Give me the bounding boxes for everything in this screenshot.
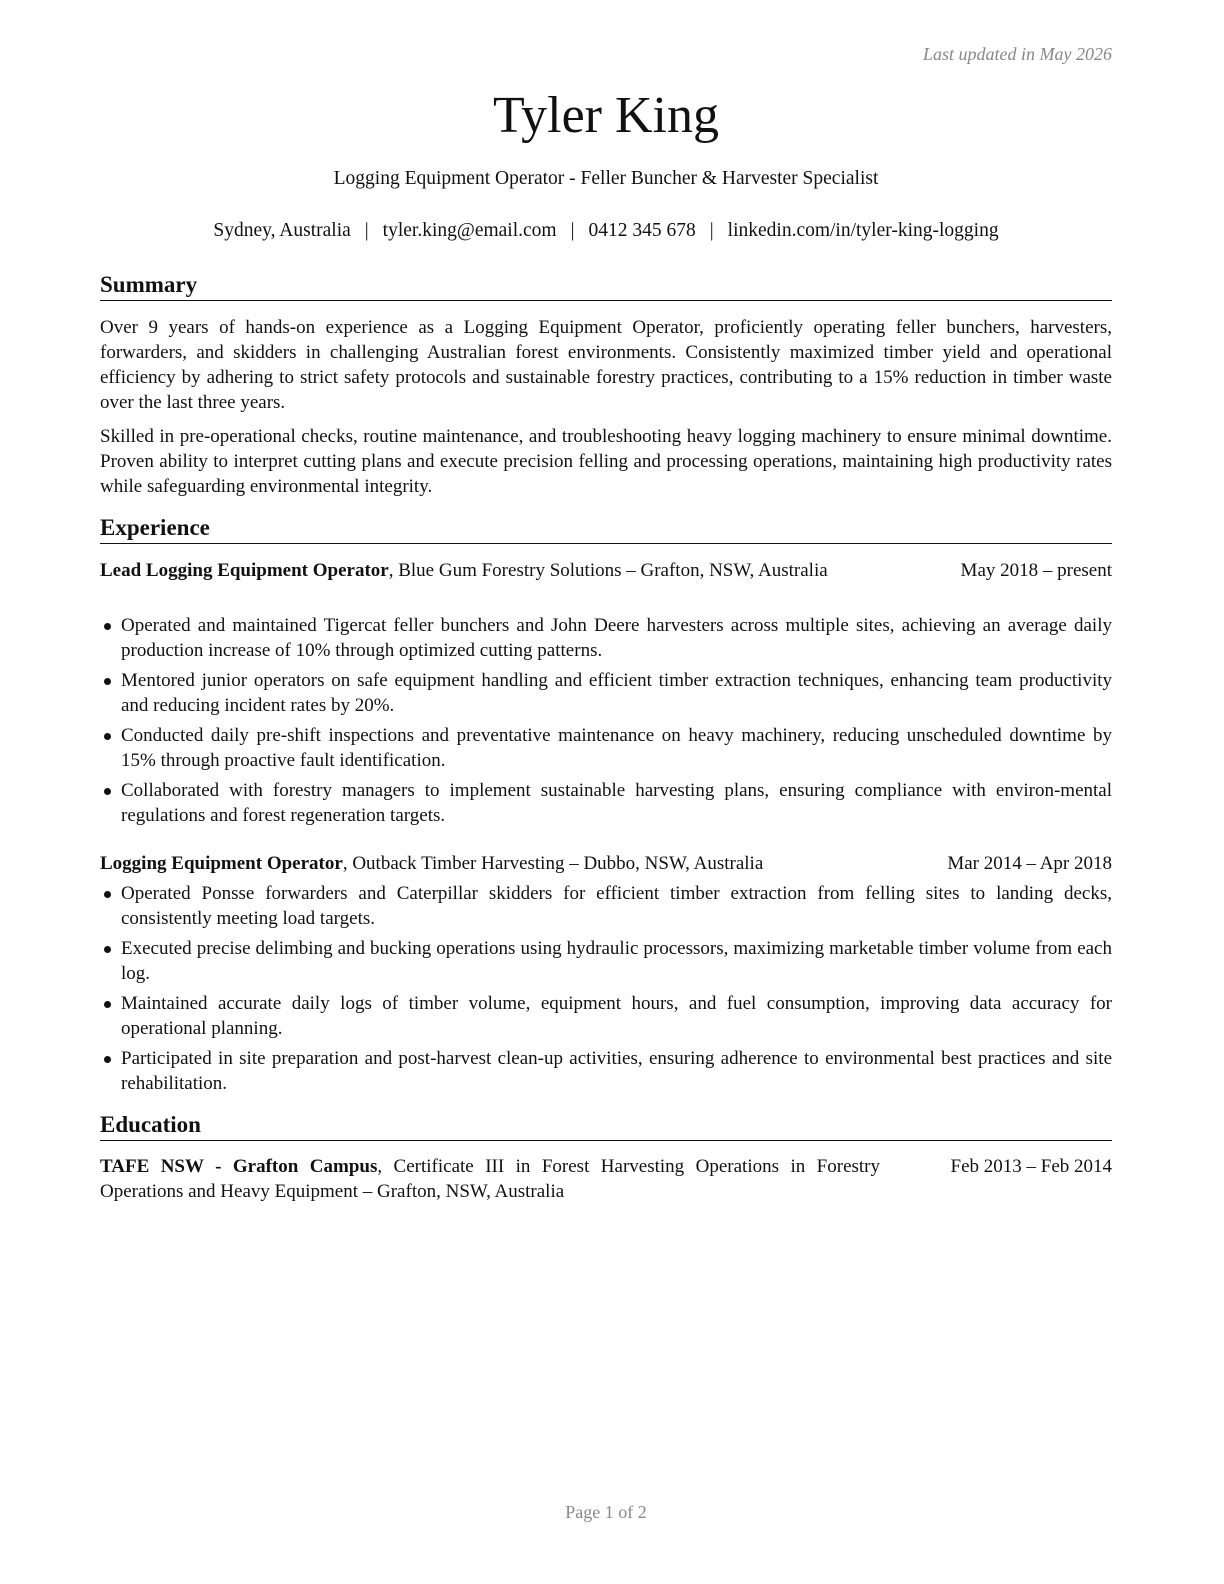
school-name: TAFE NSW - Grafton Campus	[100, 1156, 378, 1177]
bullet-icon	[104, 788, 111, 795]
job-title-line	[100, 851, 880, 876]
bullet-icon	[104, 623, 111, 630]
job-dates: Mar 2014 – Apr 2018	[947, 853, 1112, 874]
bullet-icon	[104, 733, 111, 740]
job-bullets	[100, 881, 1112, 1101]
education-dates: Feb 2013 – Feb 2014	[950, 1156, 1112, 1177]
bullet-icon	[104, 946, 111, 953]
job-role: Logging Equipment Operator	[100, 853, 343, 874]
job-title-line	[100, 558, 880, 583]
education-details: , Certificate III in Forest Harvesting Operations in Forestry Operations and Heavy Equipment – Grafton, NSW, Australia	[100, 1156, 880, 1202]
bullet-text: Conducted daily pre-shift inspections and preventative maintenance on heavy machinery, reducing unscheduled downtime by 15% through proactive fault identification.	[121, 725, 1112, 771]
contact-email[interactable]: tyler.king@email.com	[382, 220, 557, 241]
education-heading: Education	[100, 1111, 1112, 1141]
contact-line	[100, 219, 1112, 243]
contact-location: Sydney, Australia	[213, 220, 351, 241]
summary-paragraph: Skilled in pre-operational checks, routine maintenance, and troubleshooting heavy logging machinery to ensure minimal downtime. Proven ability to interpret cutting plans and execute precision felling and processing operations, maintaining high productivity rates while safeguarding environmental integrity.	[100, 426, 1112, 497]
list-item	[100, 613, 1112, 663]
bullet-text: Mentored junior operators on safe equipment handling and efficient timber extraction techniques, enhancing team productivity and reducing incident rates by 20%.	[121, 670, 1112, 716]
last-updated: Last updated in May 2026	[923, 44, 1112, 64]
bullet-icon	[104, 678, 111, 685]
list-item	[100, 936, 1112, 986]
job-header	[100, 558, 1112, 583]
bullet-text: Maintained accurate daily logs of timber volume, equipment hours, and fuel consumption, improving data accuracy for operational planning.	[121, 993, 1112, 1039]
candidate-name: Tyler King	[493, 87, 719, 144]
education-line	[100, 1154, 880, 1204]
contact-separator: |	[364, 220, 369, 241]
experience-heading: Experience	[100, 514, 1112, 544]
list-item	[100, 1046, 1112, 1096]
job-role: Lead Logging Equipment Operator	[100, 560, 389, 581]
headline: Logging Equipment Operator - Feller Buncher & Harvester Specialist	[333, 168, 879, 189]
list-item	[100, 778, 1112, 828]
list-item	[100, 991, 1112, 1041]
job-dates: May 2018 – present	[960, 560, 1112, 581]
job-header	[100, 851, 1112, 876]
job-bullets	[100, 613, 1112, 833]
list-item	[100, 723, 1112, 773]
summary-paragraph: Over 9 years of hands-on experience as a Logging Equipment Operator, proficiently operating feller bunchers, harvesters, forwarders, and skidders in challenging Australian forest environments. Consistently maximized timber yield and operational efficiency by adhering to strict safety protocols and sustainable forestry practices, contributing to a 15% reduction in timber waste over the last three years.	[100, 317, 1112, 413]
bullet-icon	[104, 1001, 111, 1008]
list-item	[100, 668, 1112, 718]
bullet-text: Operated and maintained Tigercat feller bunchers and John Deere harvesters across multiple sites, achieving an average daily production increase of 10% through optimized cutting patterns.	[121, 615, 1112, 661]
bullet-icon	[104, 891, 111, 898]
bullet-text: Executed precise delimbing and bucking operations using hydraulic processors, maximizing marketable timber volume from each log.	[121, 938, 1112, 984]
bullet-text: Participated in site preparation and post-harvest clean-up activities, ensuring adherence to environmental best practices and site rehabilitation.	[121, 1048, 1112, 1094]
summary-heading: Summary	[100, 271, 1112, 301]
education-entry	[100, 1154, 1112, 1204]
contact-separator: |	[709, 220, 714, 241]
job-company: , Outback Timber Harvesting – Dubbo, NSW, Australia	[342, 853, 764, 874]
list-item	[100, 881, 1112, 931]
contact-linkedin[interactable]: linkedin.com/in/tyler-king-logging	[727, 220, 999, 241]
bullet-text: Collaborated with forestry managers to implement sustainable harvesting plans, ensuring compliance with environ-mental regulations and forest regeneration targets.	[121, 780, 1112, 826]
job-company: , Blue Gum Forestry Solutions – Grafton, NSW, Australia	[388, 560, 828, 581]
bullet-icon	[104, 1056, 111, 1063]
bullet-text: Operated Ponsse forwarders and Caterpillar skidders for efficient timber extraction from felling sites to landing decks, consistently meeting load targets.	[121, 883, 1112, 929]
contact-separator: |	[570, 220, 575, 241]
page-number: Page 1 of 2	[565, 1502, 647, 1522]
contact-phone: 0412 345 678	[588, 220, 696, 241]
resume-page	[100, 0, 1112, 1584]
